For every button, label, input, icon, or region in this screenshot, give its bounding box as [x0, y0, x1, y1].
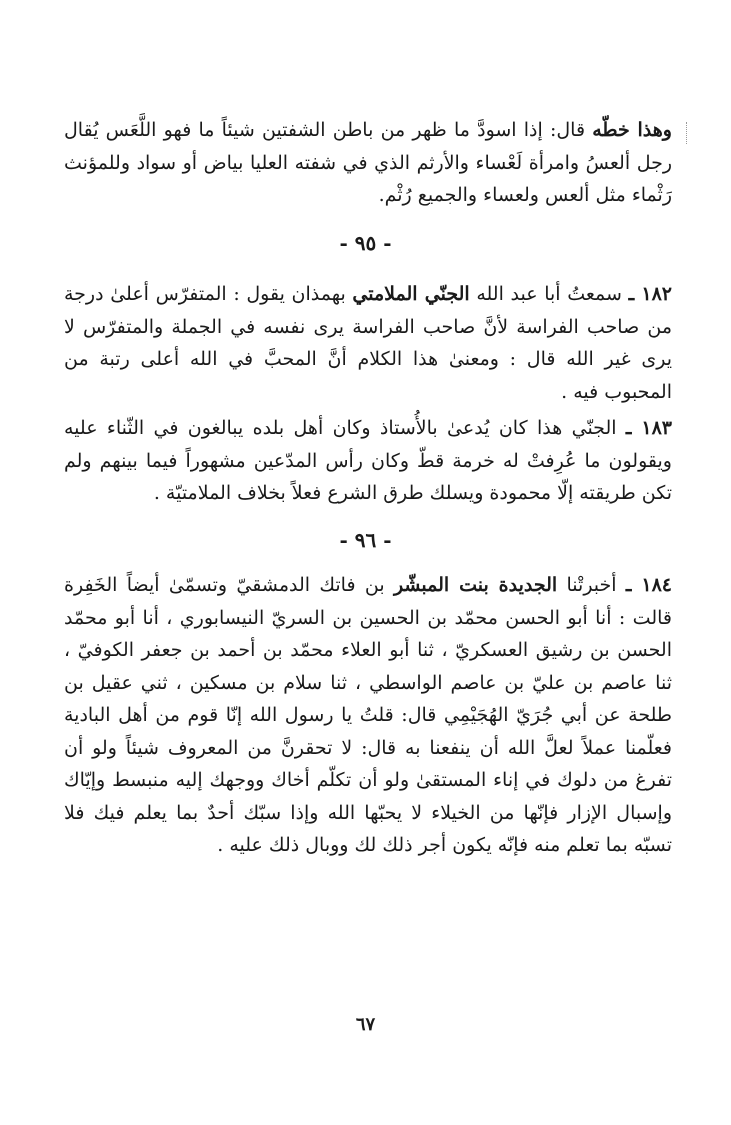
paragraph-184-pre: أخبرتْنا	[557, 574, 626, 596]
paragraph-182-text	[64, 278, 672, 408]
paragraph-182-name: الجنّي الملامتي	[352, 283, 470, 305]
paragraph-183	[64, 412, 672, 510]
section-number-95: - ٩٥ -	[339, 231, 392, 255]
paragraph-182-pre: سمعتُ أبا عبد الله	[469, 283, 629, 305]
page-number: ٦٧	[355, 1014, 376, 1035]
paragraph-184	[64, 569, 672, 862]
top-paragraph	[64, 114, 672, 212]
section-number-96: - ٩٦ -	[339, 528, 392, 552]
paragraph-184-number: ١٨٤ ـ	[625, 574, 672, 596]
paragraph-183-body: الجنّي هذا كان يُدعىٰ بالأُستاذ وكان أهل بلده يبالغون في الثّناء عليه ويقولون ما عُرِفتْ له خرمة قطّ وكان رأس المدّعين مشهوراً فيما بينهم ولم تكن طريقته إلّا محمودة ويسلك طرق الشرع فعلاً بخلاف الملامتيّة .	[64, 417, 672, 504]
top-paragraph-lead: وهذا خطّه	[592, 119, 672, 141]
paragraph-184-name: الجديدة بنت المبشّر	[393, 574, 558, 596]
top-paragraph-text	[64, 114, 672, 212]
paragraph-183-number: ١٨٣ ـ	[625, 417, 672, 439]
paragraph-184-post: بن فاتك الدمشقيّ وتسمّىٰ أيضاً الخَفِرة قالت : أنا أبو الحسن محمّد بن الحسين بن السريّ النيسابوري ، أنا أبو محمّد الحسن بن رشيق العسكريّ ، ثنا أبو العلاء محمّد بن أحمد بن جعفر الكوفيّ ، ثنا عاصم بن عليّ بن عاصم الواسطي ، ثنا سلام بن مسكين ، ثني عقيل بن طلحة عن أبي جُرَيّ الهُجَيْمِي قال: قلتُ يا رسول الله إنّا قوم من أهل البادية فعلّمنا عملاً لعلَّ الله أن ينفعنا به قال: لا تحقرنَّ من المعروف شيئاً ولو أن تفرغ من دلوك في إناء المستقىٰ ولو أن تكلّم أخاك ووجهك إليه منبسط وإيّاك وإسبال الإزار فإنّها من الخيلاء لا يحبّها الله وإذا سبّك أحدٌ بما يعلم فيك فلا تسبّه بما تعلم منه فإنّه يكون أجر ذلك لك ووبال ذلك عليه .	[64, 574, 672, 856]
paragraph-182-post: بهمذان يقول : المتفرّس أعلىٰ درجة من صاحب الفراسة لأنَّ صاحب الفراسة يرى نفسه في الجملة والمتفرّس لا يرى غير الله قال : ومعنىٰ هذا الكلام أنَّ المحبَّ في الله أعلى رتبة من المحبوب فيه .	[64, 283, 672, 403]
top-paragraph-body: قال: إذا اسودَّ ما ظهر من باطن الشفتين شيئاً ما فهو اللَّعَس يُقال رجل ألعسُ وامرأة لَعْساء والأرثم الذي في شفته العليا بياض أو سواد وللمؤنث رَثْماء مثل ألعس ولعساء والجميع رُثْم.	[64, 119, 672, 206]
paragraph-182	[64, 278, 672, 408]
paragraph-183-text	[64, 412, 672, 510]
paragraph-184-text	[64, 569, 672, 862]
margin-mark	[686, 122, 688, 144]
paragraph-182-number: ١٨٢ ـ	[628, 283, 673, 305]
